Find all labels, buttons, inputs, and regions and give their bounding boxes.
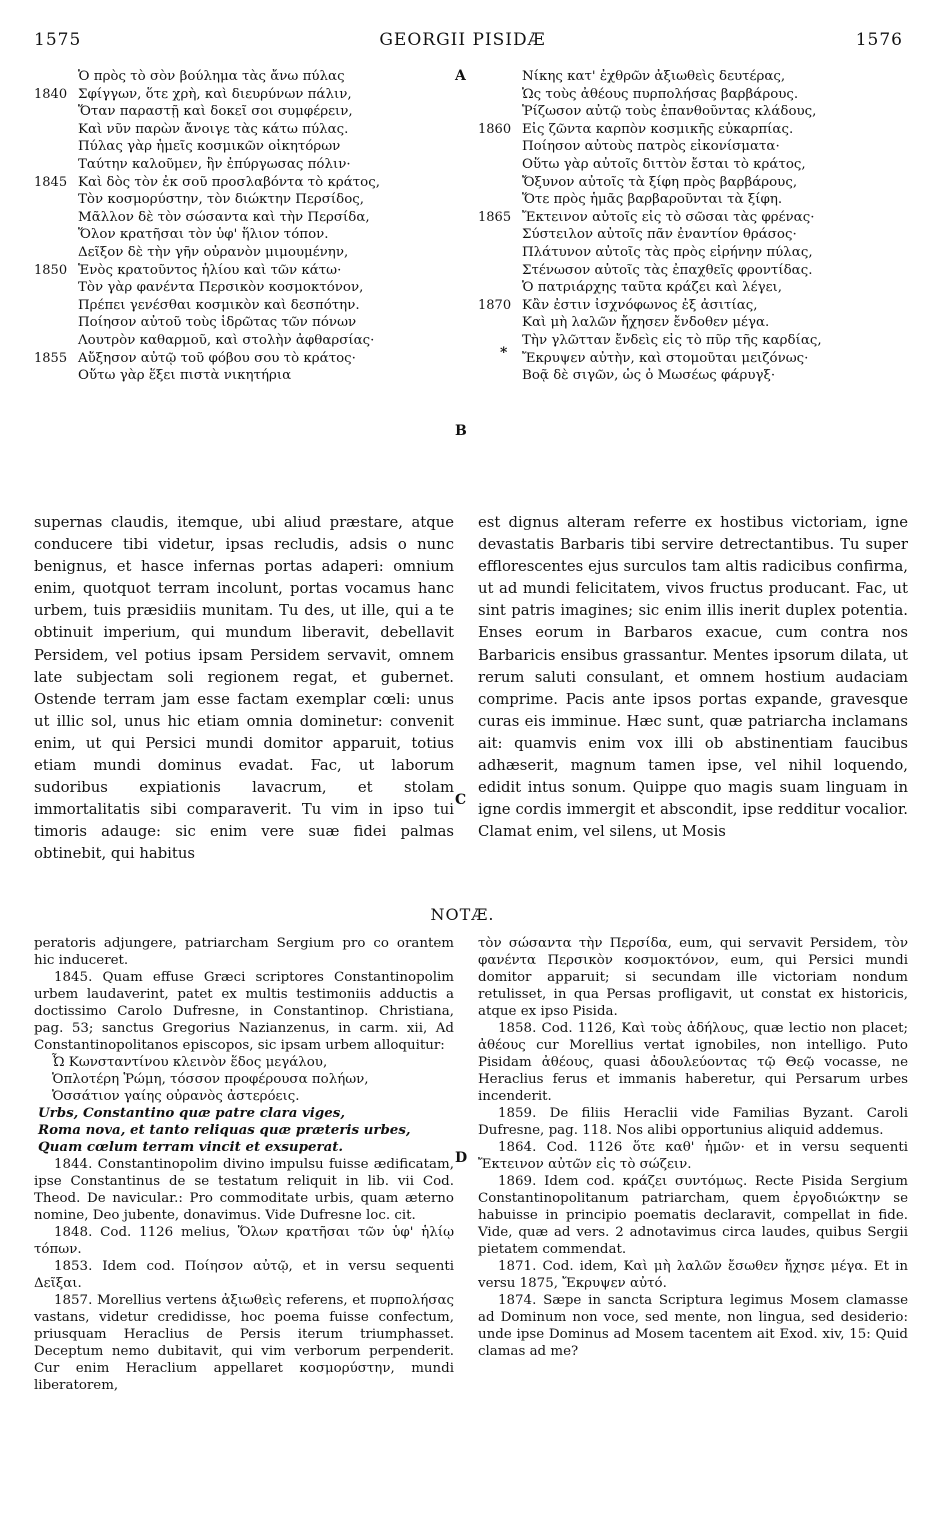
verse-text: Δεῖξον δὲ τὴν γῆν οὐρανὸν μιμουμένην, <box>78 244 349 260</box>
verse-line <box>34 209 449 227</box>
verse-text: Πύλας γὰρ ἡμεῖς κοσμικῶν οἰκητόρων <box>78 139 341 155</box>
note-paragraph: 1871. Cod. idem, Καὶ μὴ λαλῶν ἔσωθεν ἤχησε μέγα. Et in versu 1875, Ἔκρυψεν αὐτό. <box>478 1259 908 1291</box>
note-paragraph: 1869. Idem cod. κράζει συντόμως. Recte Pisida Sergium Constantinopolitanum patriarcham, quem ἐργοδιώκτην se habuisse in principio poematis declaravit, compellat in fide. Vide, quæ ad vers. 2 adnotavimus circa laudes, quibus Sergii pietatem commendat. <box>478 1174 908 1257</box>
verse-line <box>34 103 449 121</box>
note-paragraph: Ὦ Κωνσταντίνου κλεινὸν ἕδος μεγάλου, <box>52 1055 328 1070</box>
latin-paragraph: est dignus alteram referre ex hostibus victoriam, igne devastatis Barbaris tibi servire detrectantibus. Tu super efflorescentes ejus surculos tam altis radicibus confirma, ut ad mundi felicitatem, vivos fructus producant. Fac, ut sint patris imagines; sic enim illis inerit duplex potentia. Enses eorum in Barbaros exacue, cum contra nos Barbaricis ensibus grassantur. Mentes ipsorum dilata, ut rerum saluti consulant, et omnem hostium audaciam comprime. Pacis ante ipsos portas expande, gravesque curas eis imminue. Hæc sunt, quæ patriarcha inclamans ait: quamvis enim vox illi ob abstinentiam faucibus adhæserit, magnum tamen ipse, vel nihil loquendo, edidit intus sonum. Quippe quo magis suam linguam in igne cordis immergit et abscondit, ipse redditur vocalior. Clamat enim, vel silens, ut Mosis <box>478 514 908 841</box>
verse-line <box>34 350 449 368</box>
verse-text: Πλάτυνον αὐτοῖς τὰς πρὸς εἰρήνην πύλας, <box>522 244 813 260</box>
verse-text: Ὅλον κρατῆσαι τὸν ὑφ' ἥλιον τόπον. <box>78 227 329 243</box>
verse-text: Ποίησον αὐτοὺς πατρὸς εἰκονίσματα· <box>522 139 780 155</box>
verse-number: 1860 <box>478 121 512 137</box>
verse-line <box>34 367 449 385</box>
verse-number: 1850 <box>34 262 68 278</box>
verse-line <box>478 279 908 297</box>
verse-text: Τὸν κοσμορύστην, τὸν διώκτην Περσίδος, <box>78 192 365 208</box>
verse-text: Λουτρὸν καθαρμοῦ, καὶ στολὴν ἀφθαρσίας· <box>78 332 375 348</box>
verse-line <box>34 138 449 156</box>
verse-text: Ὁ πρὸς τὸ σὸν βούλημα τὰς ἄνω πύλας <box>78 69 345 84</box>
note-paragraph: Roma nova, et tanto reliquas quæ præteris urbes, <box>38 1122 411 1138</box>
verse-line <box>478 191 908 209</box>
verse-line <box>478 156 908 174</box>
note-paragraph: 1874. Sæpe in sancta Scriptura legimus Mosem clamasse ad Dominum non voce, sed mente, non lingua, sed desiderio: unde ipse Dominus ad Mosem tacentem ait Exod. xiv, 15: Quid clamas ad me? <box>478 1293 908 1359</box>
note-paragraph: peratoris adjungere, patriarcham Sergium pro co orantem hic induceret. <box>34 936 454 968</box>
verse-text: Οὕτω γὰρ ἕξει πιστὰ νικητήρια <box>78 368 292 384</box>
verse-text: Ἑνὸς κρατοῦντος ἡλίου καὶ τῶν κάτω· <box>78 262 342 278</box>
verse-line <box>478 121 908 139</box>
verse-text: Κἂν ἐστιν ἰσχνόφωνος ἐξ ἀσιτίας, <box>522 297 758 313</box>
note-paragraph: Quam cœlum terram vincit et exsuperat. <box>38 1139 344 1155</box>
verse-text: Ἔκρυψεν αὐτὴν, καὶ στομοῦται μειζόνως· <box>522 350 809 366</box>
verse-line <box>478 350 908 368</box>
verse-number: 1840 <box>34 86 68 102</box>
verse-line <box>34 244 449 262</box>
verse-text: Πρέπει γενέσθαι κοσμικὸν καὶ δεσπότην. <box>78 297 360 313</box>
notes-heading: NOTÆ. <box>430 905 495 924</box>
verse-text: Μᾶλλον δὲ τὸν σώσαντα καὶ τὴν Περσίδα, <box>78 209 370 225</box>
note-paragraph: 1864. Cod. 1126 ὅτε καθ' ἡμῶν· et in versu sequenti Ἔκτεινον αὐτῶν εἰς τὸ σώζειν. <box>478 1140 908 1172</box>
verse-text: Καὶ δὸς τὸν ἐκ σοῦ προσλαβόντα τὸ κράτος, <box>78 174 381 190</box>
verse-number: 1855 <box>34 350 68 366</box>
verse-text: Τὴν γλῶτταν ἔνδεὶς εἰς τὸ πῦρ τῆς καρδίας, <box>522 332 822 348</box>
verse-line <box>34 332 449 350</box>
latin-paragraph: supernas claudis, itemque, ubi aliud præstare, atque conducere tibi videtur, ipsas recludis, adsis o nunc benignus, et hasce infernas portas adaperi: omnium enim, quotquot terram incolunt, portas vocamus hanc urbem, tuis præsidiis munitam. Tu des, ut ille, qui a te obtinuit imperium, qui mundum liberavit, debellavit Persidem, vel potius ipsam Persidem servavit, omnem late subjectam soli regionem regat, et gubernet. Ostende terram jam esse factam exemplar cœli: unus ut illic sol, unus hic etiam omnia dominetur: convenit enim, ut qui Persici mundi domitor apparuit, totius etiam mundi dominus evadat. Fac, ut laborum sudoribus expiationis lavacrum, et stolam immortalitatis sibi comparaverit. Tu vim in ipso tui timoris adauge: sic enim vere suæ fidei palmas obtinebit, qui habitus <box>34 514 454 863</box>
column-marker-b: B <box>455 423 467 439</box>
verse-text: Στένωσον αὐτοῖς τὰς ἐπαχθεῖς φροντίδας. <box>522 262 813 278</box>
note-paragraph: τὸν σώσαντα τὴν Περσίδα, eum, qui servavit Persidem, τὸν φανέντα Περσικὸν κοσμοκτόνον, eum, qui Persici mundi domitor apparuit; si secundam ille victoriam nondum retulisset, in qua Persas profligavit, ut constat ex historicis, atque ex ipso Pisida. <box>478 936 908 1019</box>
verse-line <box>34 68 449 86</box>
verse-text: Ὁ πατριάρχης ταῦτα κράζει καὶ λέγει, <box>522 280 783 296</box>
latin-translation-right <box>478 512 908 843</box>
verse-line <box>34 226 449 244</box>
verse-text: Ἔκτεινον αὐτοῖς εἰς τὸ σῶσαι τὰς φρένας· <box>522 209 815 225</box>
note-paragraph: 1858. Cod. 1126, Καὶ τοὺς ἀδήλους, quæ lectio non placet; ἀθέους cur Morellius vertat ignobiles, non intelligo. Puto Pisidam ἀθέους, quasi ἀδουλεύοντας τῷ Θεῷ vocasse, ne Heraclius ferus et immanis haberetur, qui Persarum urbes incenderit. <box>478 1021 908 1104</box>
note-paragraph: 1857. Morellius vertens ἀξιωθεὶς referens, et πυρπολήσας vastans, videtur credidisse, hoc poema fuisse confectum, priusquam Heraclius de Persis iterum triumphasset. Deceptum nemo dubitavit, qui vim verborum perpenderit. Cur enim Heraclium appellaret κοσμορύστην, mundi liberatorem, <box>34 1293 454 1393</box>
verse-line <box>478 68 908 86</box>
verse-line <box>34 121 449 139</box>
column-marker-d: D <box>455 1150 468 1166</box>
verse-line <box>478 226 908 244</box>
verse-line <box>34 191 449 209</box>
verse-number: 1845 <box>34 174 68 190</box>
verse-number: 1865 <box>478 209 512 225</box>
verse-text: Σύστειλον αὐτοῖς πᾶν ἐναντίον θράσος· <box>522 227 797 243</box>
greek-verse-column-right <box>478 68 908 385</box>
notes-column-left <box>34 935 454 1394</box>
verse-line <box>478 332 908 350</box>
verse-text: Βοᾷ δὲ σιγῶν, ὡς ὁ Μωσέως φάρυγξ· <box>522 368 776 384</box>
verse-text: Εἰς ζῶντα καρπὸν κοσμικῆς εὐκαρπίας. <box>522 121 794 137</box>
verse-line <box>34 297 449 315</box>
verse-text: Ῥίζωσον αὐτῷ τοὺς ἐπανθοῦντας κλάδους, <box>522 104 817 120</box>
verse-text: Ὅτε πρὸς ἡμᾶς βαρβαροῦνται τὰ ξίφη. <box>522 192 783 208</box>
note-paragraph: 1853. Idem cod. Ποίησον αὐτῷ, et in versu sequenti Δεῖξαι. <box>34 1259 454 1291</box>
verse-line <box>478 244 908 262</box>
verse-text: Αὔξησον αὐτῷ τοῦ φόβου σου τὸ κράτος· <box>78 350 356 366</box>
verse-text: Νίκης κατ' ἐχθρῶν ἀξιωθεὶς δευτέρας, <box>522 69 786 84</box>
note-paragraph: Urbs, Constantino quæ patre clara viges, <box>38 1105 345 1121</box>
verse-text: Τὸν γὰρ φανέντα Περσικὸν κοσμοκτόνον, <box>78 280 364 296</box>
notes-column-right <box>478 935 908 1360</box>
verse-line <box>34 156 449 174</box>
note-paragraph: 1844. Constantinopolim divino impulsu fuisse ædificatam, ipse Constantinus de se testatum reliquit in lib. vii Cod. Theod. De navicular.: Pro commoditate urbis, quam æterno nomine, Deo jubente, donavimus. Vide Dufresne loc. cit. <box>34 1157 454 1223</box>
verse-line <box>34 262 449 280</box>
verse-line <box>34 314 449 332</box>
note-paragraph: Ὁπλοτέρη Ῥώμη, τόσσον προφέρουσα πολήων, <box>52 1072 369 1087</box>
verse-line <box>478 262 908 280</box>
verse-line <box>478 138 908 156</box>
note-paragraph: Ὁσσάτιον γαίης οὐρανὸς ἀστερόεις. <box>52 1089 300 1104</box>
page-number-left: 1575 <box>34 30 82 50</box>
column-marker-c: C <box>455 792 467 808</box>
verse-line <box>478 297 908 315</box>
running-title: GEORGII PISIDÆ <box>379 30 546 50</box>
verse-text: Καὶ μὴ λαλῶν ἤχησεν ἔνδοθεν μέγα. <box>522 315 770 331</box>
greek-verse-column-left <box>34 68 449 385</box>
verse-text: Οὕτω γὰρ αὐτοῖς διττὸν ἔσται τὸ κράτος, <box>522 156 806 172</box>
verse-number: 1870 <box>478 297 512 313</box>
verse-text: Σφίγγων, ὅτε χρὴ, καὶ διευρύνων πάλιν, <box>78 86 352 102</box>
verse-line <box>34 279 449 297</box>
verse-text: Ταύτην καλοῦμεν, ἣν ἐπύργωσας πόλιν· <box>78 156 351 172</box>
page-number-right: 1576 <box>855 30 903 50</box>
verse-line <box>34 174 449 192</box>
verse-text: Ὡς τοὺς ἀθέους πυρπολήσας βαρβάρους. <box>522 86 799 102</box>
verse-line <box>478 103 908 121</box>
star-marker: * <box>500 345 508 361</box>
verse-line <box>478 367 908 385</box>
note-paragraph: 1859. De filiis Heraclii vide Familias Byzant. Caroli Dufresne, pag. 118. Nos alibi opportunius aliquid addemus. <box>478 1106 908 1138</box>
verse-text: Ὅταν παραστῇ καὶ δοκεῖ σοι συμφέρειν, <box>78 104 353 120</box>
verse-line <box>478 174 908 192</box>
verse-line <box>478 314 908 332</box>
verse-text: Ὄξυνον αὐτοῖς τὰ ξίφη πρὸς βαρβάρους, <box>522 174 798 190</box>
verse-text: Ποίησον αὐτοῦ τοὺς ἱδρῶτας τῶν πόνων <box>78 315 357 331</box>
note-paragraph: 1848. Cod. 1126 melius, Ὅλων κρατῆσαι τῶν ὑφ' ἡλίῳ τόπων. <box>34 1225 454 1257</box>
column-marker-a: A <box>455 68 466 84</box>
verse-line <box>34 86 449 104</box>
running-header <box>0 30 925 56</box>
verse-line <box>478 209 908 227</box>
verse-line <box>478 86 908 104</box>
latin-translation-left <box>34 512 454 866</box>
verse-text: Καὶ νῦν παρὼν ἄνοιγε τὰς κάτω πύλας. <box>78 121 349 137</box>
note-paragraph: 1845. Quam effuse Græci scriptores Constantinopolim urbem laudaverint, patet ex multis testimoniis adductis a doctissimo Carolo Dufresne, in Constantinop. Christiana, pag. 53; sanctus Gregorius Nazianzenus, in carm. xii, Ad Constantinopolitanos episcopos, sic ipsam urbem alloquitur: <box>34 970 454 1053</box>
